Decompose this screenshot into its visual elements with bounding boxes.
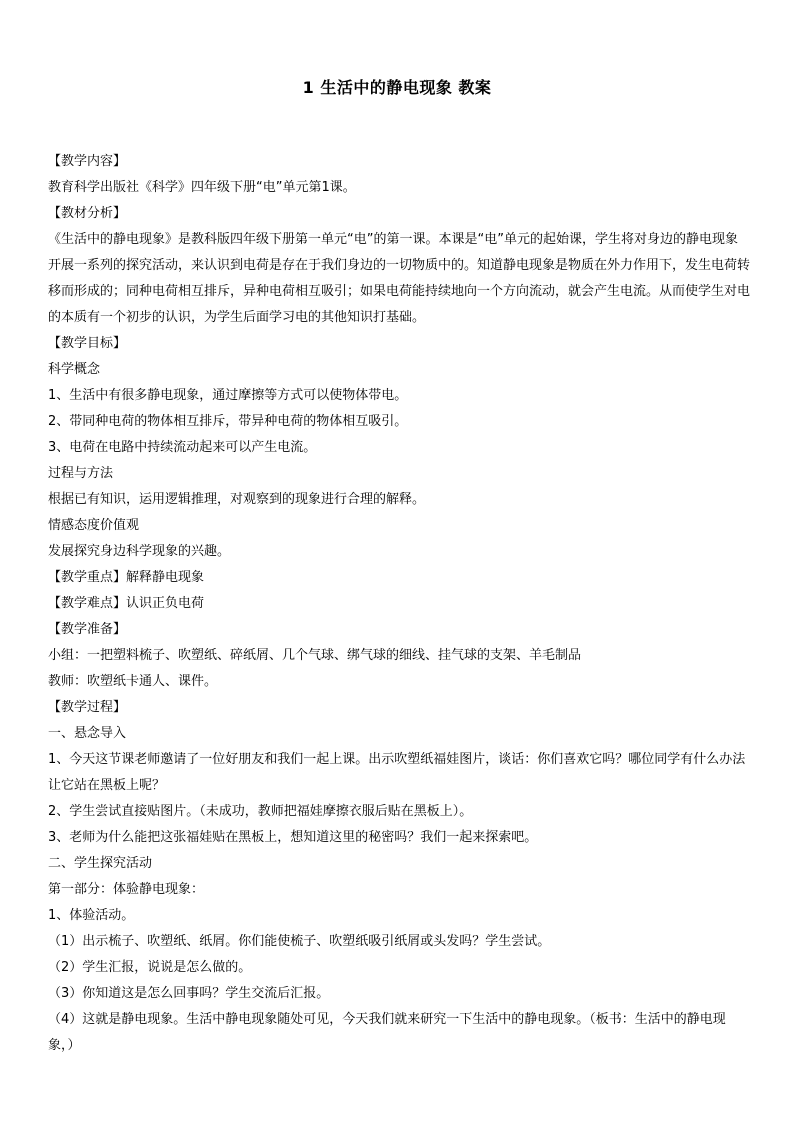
process-method-label: 过程与方法 — [48, 466, 114, 481]
science-concept-label: 科学概念 — [48, 362, 101, 377]
section-heading-teaching-content: 【教学内容】 — [48, 154, 127, 169]
activity-step-3: （3）你知道这是怎么回事吗？学生交流后汇报。 — [48, 986, 330, 1001]
process-method-text: 根据已有知识，运用逻辑推理，对观察到的现象进行合理的解释。 — [48, 492, 426, 507]
activity-step-2: （2）学生汇报，说说是怎么做的。 — [48, 960, 252, 975]
suspense-intro-item-2: 2、学生尝试直接贴图片。（未成功，教师把福娃摩擦衣服后贴在黑板上）。 — [48, 804, 473, 819]
teaching-content-text: 教育科学出版社《科学》四年级下册“电”单元第1课。 — [48, 180, 356, 195]
activity-step-4: （4）这就是静电现象。生活中静电现象随处可见，今天我们就来研究一下生活中的静电现象。（板书：生活中的静电现象，） — [48, 1012, 726, 1053]
section-heading-teaching-goals: 【教学目标】 — [48, 336, 127, 351]
key-point-line — [48, 565, 750, 591]
section-heading-teaching-process: 【教学过程】 — [48, 700, 127, 715]
section-heading-teaching-preparation: 【教学准备】 — [48, 622, 127, 637]
science-concept-item-3: 3、电荷在电路中持续流动起来可以产生电流。 — [48, 440, 317, 455]
key-point-heading: 【教学重点】 — [48, 570, 127, 585]
key-point-text: 解释静电现象 — [126, 570, 205, 585]
part-one-label: 第一部分：体验静电现象： — [48, 882, 205, 897]
student-exploration-label: 二、学生探究活动 — [48, 856, 153, 871]
document-title: 1 生活中的静电现象 教案 — [302, 78, 492, 97]
experience-activity-label: 1、体验活动。 — [48, 908, 135, 923]
suspense-intro-item-3: 3、老师为什么能把这张福娃贴在黑板上，想知道这里的秘密吗？我们一起来探索吧。 — [48, 830, 538, 845]
preparation-teacher-materials: 教师：吹塑纸卡通人、课件。 — [48, 674, 218, 689]
activity-step-1: （1）出示梳子、吹塑纸、纸屑。你们能使梳子、吹塑纸吸引纸屑或头发吗？学生尝试。 — [48, 934, 551, 949]
difficult-point-heading: 【教学难点】 — [48, 596, 127, 611]
document-body — [48, 149, 750, 1059]
material-analysis-text: 《生活中的静电现象》是教科版四年级下册第一单元“电”的第一课。本课是“电”单元的起始课，学生将对身边的静电现象开展一系列的探究活动，来认识到电荷是存在于我们身边的一切物质中的。知道静电现象是物质在外力作用下，发生电荷转移而形成的；同种电荷相互排斥，异种电荷相互吸引；如果电荷能持续地向一个方向流动，就会产生电流。从而使学生对电的本质有一个初步的认识，为学生后面学习电的其他知识打基础。 — [48, 232, 751, 325]
preparation-group-materials: 小组：一把塑料梳子、吹塑纸、碎纸屑、几个气球、绑气球的细线、挂气球的支架、羊毛制品 — [48, 648, 582, 663]
science-concept-item-1: 1、生活中有很多静电现象，通过摩擦等方式可以使物体带电。 — [48, 388, 408, 403]
suspense-intro-label: 一、悬念导入 — [48, 726, 127, 741]
attitude-values-label: 情感态度价值观 — [48, 518, 140, 533]
difficult-point-text: 认识正负电荷 — [126, 596, 205, 611]
attitude-values-text: 发展探究身边科学现象的兴趣。 — [48, 544, 231, 559]
difficult-point-line — [48, 591, 750, 617]
science-concept-item-2: 2、带同种电荷的物体相互排斥，带异种电荷的物体相互吸引。 — [48, 414, 408, 429]
suspense-intro-item-1: 1、今天这节课老师邀请了一位好朋友和我们一起上课。出示吹塑纸福娃图片，谈话：你们喜欢它吗？哪位同学有什么办法让它站在黑板上呢？ — [48, 752, 746, 793]
section-heading-material-analysis: 【教材分析】 — [48, 206, 127, 221]
